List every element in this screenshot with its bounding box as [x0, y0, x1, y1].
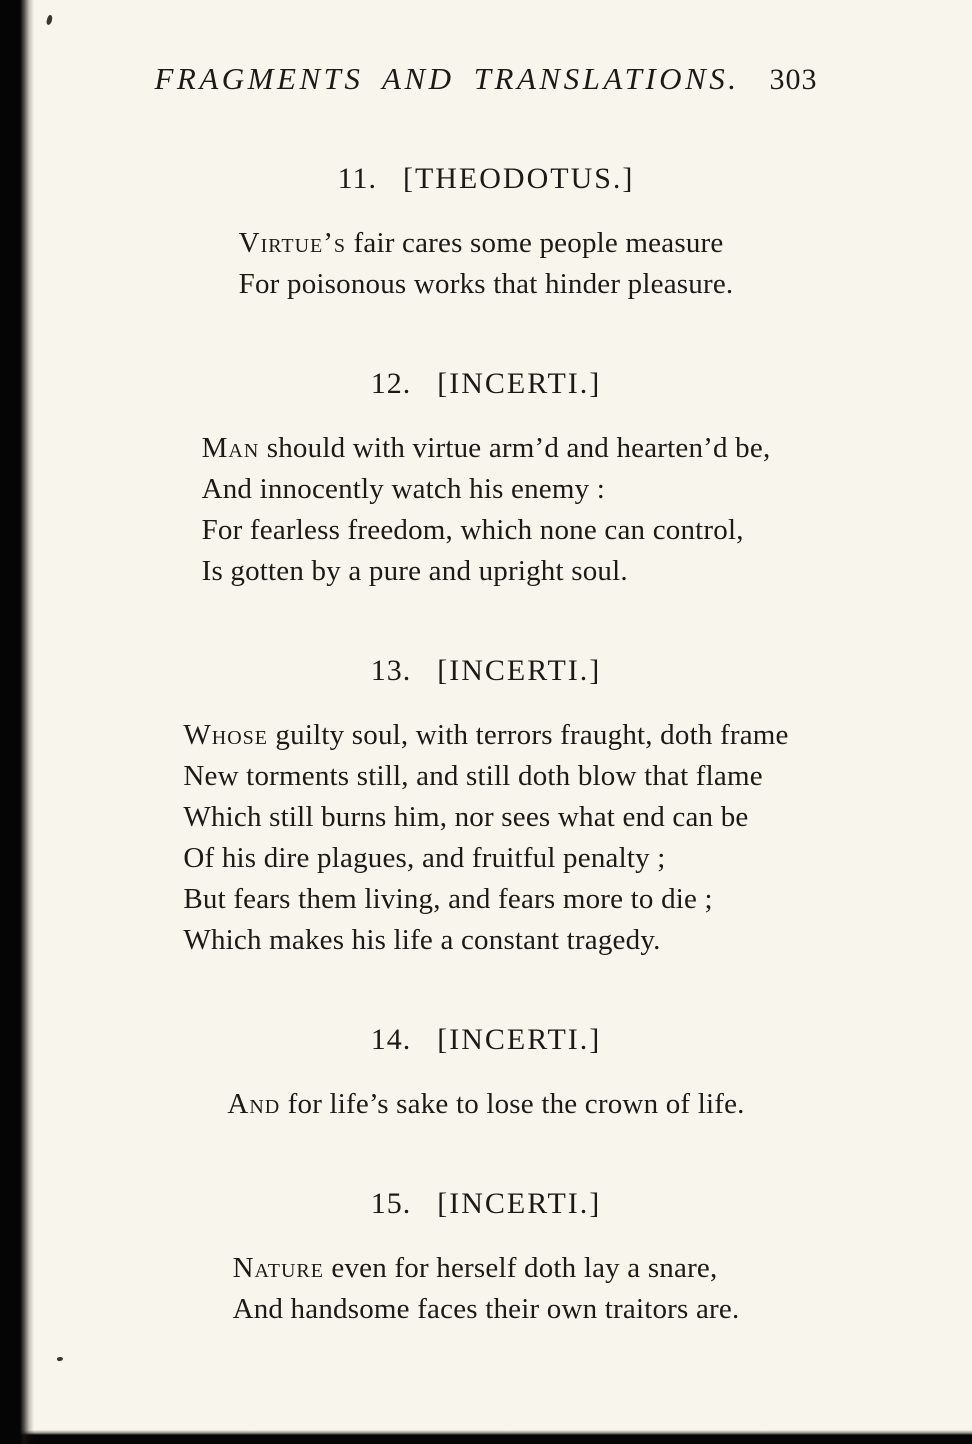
poem-line-text: Which still burns him, nor sees what end can be: [183, 801, 749, 833]
poem-line-text: even for herself doth lay a snare,: [323, 1252, 718, 1284]
section-title: [INCERTI.]: [437, 1023, 602, 1056]
scan-speck: [46, 14, 54, 25]
section-title: [INCERTI.]: [437, 367, 602, 400]
poem-line: [183, 715, 788, 756]
running-header: [0, 58, 972, 100]
section-12: [0, 363, 972, 592]
poem-line-text: For fearless freedom, which none can control,: [201, 514, 744, 546]
section-number: 14.: [370, 1023, 412, 1056]
poem: [183, 715, 788, 961]
running-header-title: FRAGMENTS AND TRANSLATIONS.: [154, 61, 740, 96]
scan-gutter-shadow: [0, 0, 34, 1444]
poem-line: [239, 264, 734, 305]
poem-line-text: guilty soul, with terrors fraught, doth frame: [267, 719, 789, 751]
poem-line-text: Is gotten by a pure and upright soul.: [201, 555, 628, 587]
poem-line: [202, 510, 771, 551]
poem-line-text: For poisonous works that hinder pleasure.: [238, 268, 734, 300]
section-number: 13.: [370, 654, 412, 687]
poem-line: [233, 1289, 740, 1330]
section-title: [INCERTI.]: [437, 1187, 602, 1220]
poem-line-text: But fears them living, and fears more to die ;: [183, 883, 713, 915]
section-title: [INCERTI.]: [437, 654, 602, 687]
poem-line-text: should with virtue arm’d and hearten’d be,: [259, 432, 771, 464]
section-number: 15.: [370, 1187, 412, 1220]
poem-line: [233, 1248, 740, 1289]
section-15: [0, 1183, 972, 1330]
poem-line: [183, 797, 788, 838]
section-title: [THEODOTUS.]: [402, 162, 635, 195]
poem: [227, 1084, 744, 1125]
section-14: [0, 1019, 972, 1125]
scan-speck: [57, 1356, 64, 1361]
poem-line: [183, 920, 788, 961]
poem-line-text: New torments still, and still doth blow that flame: [183, 760, 763, 792]
section-heading: [0, 363, 972, 404]
poem: [233, 1248, 740, 1330]
section-11: [0, 158, 972, 305]
poem-line: [239, 223, 734, 264]
poem: [202, 428, 771, 592]
poem-line: [183, 879, 788, 920]
poem-line: [202, 469, 771, 510]
poem-line-text: And innocently watch his enemy :: [201, 473, 606, 505]
section-heading: [0, 1183, 972, 1224]
section-heading: [0, 158, 972, 199]
poem-line-text: for life’s sake to lose the crown of life.: [280, 1088, 745, 1120]
poem-line-lead: Nature: [232, 1252, 324, 1284]
poem-line-lead: Virtue’s: [238, 227, 347, 259]
poem-line: [202, 428, 771, 469]
section-number: 11.: [337, 162, 377, 195]
poem-line-text: fair cares some people measure: [346, 227, 724, 259]
poem-line-text: Of his dire plagues, and fruitful penalty ;: [183, 842, 666, 874]
poem: [239, 223, 734, 305]
poem-line-text: And handsome faces their own traitors are.: [232, 1293, 740, 1325]
page-number: 303: [769, 63, 818, 96]
poem-line-lead: Man: [201, 432, 260, 464]
scan-edge-shadow-bottom: [0, 1430, 972, 1444]
section-heading: [0, 1019, 972, 1060]
poem-line-text: Which makes his life a constant tragedy.: [183, 924, 661, 956]
poem-line: [183, 838, 788, 879]
poem-line-lead: And: [227, 1088, 281, 1120]
poem-line: [227, 1084, 744, 1125]
section-13: [0, 650, 972, 961]
poem-line: [183, 756, 788, 797]
section-number: 12.: [370, 367, 412, 400]
poem-line-lead: Whose: [183, 719, 268, 751]
poem-line: [202, 551, 771, 592]
section-heading: [0, 650, 972, 691]
